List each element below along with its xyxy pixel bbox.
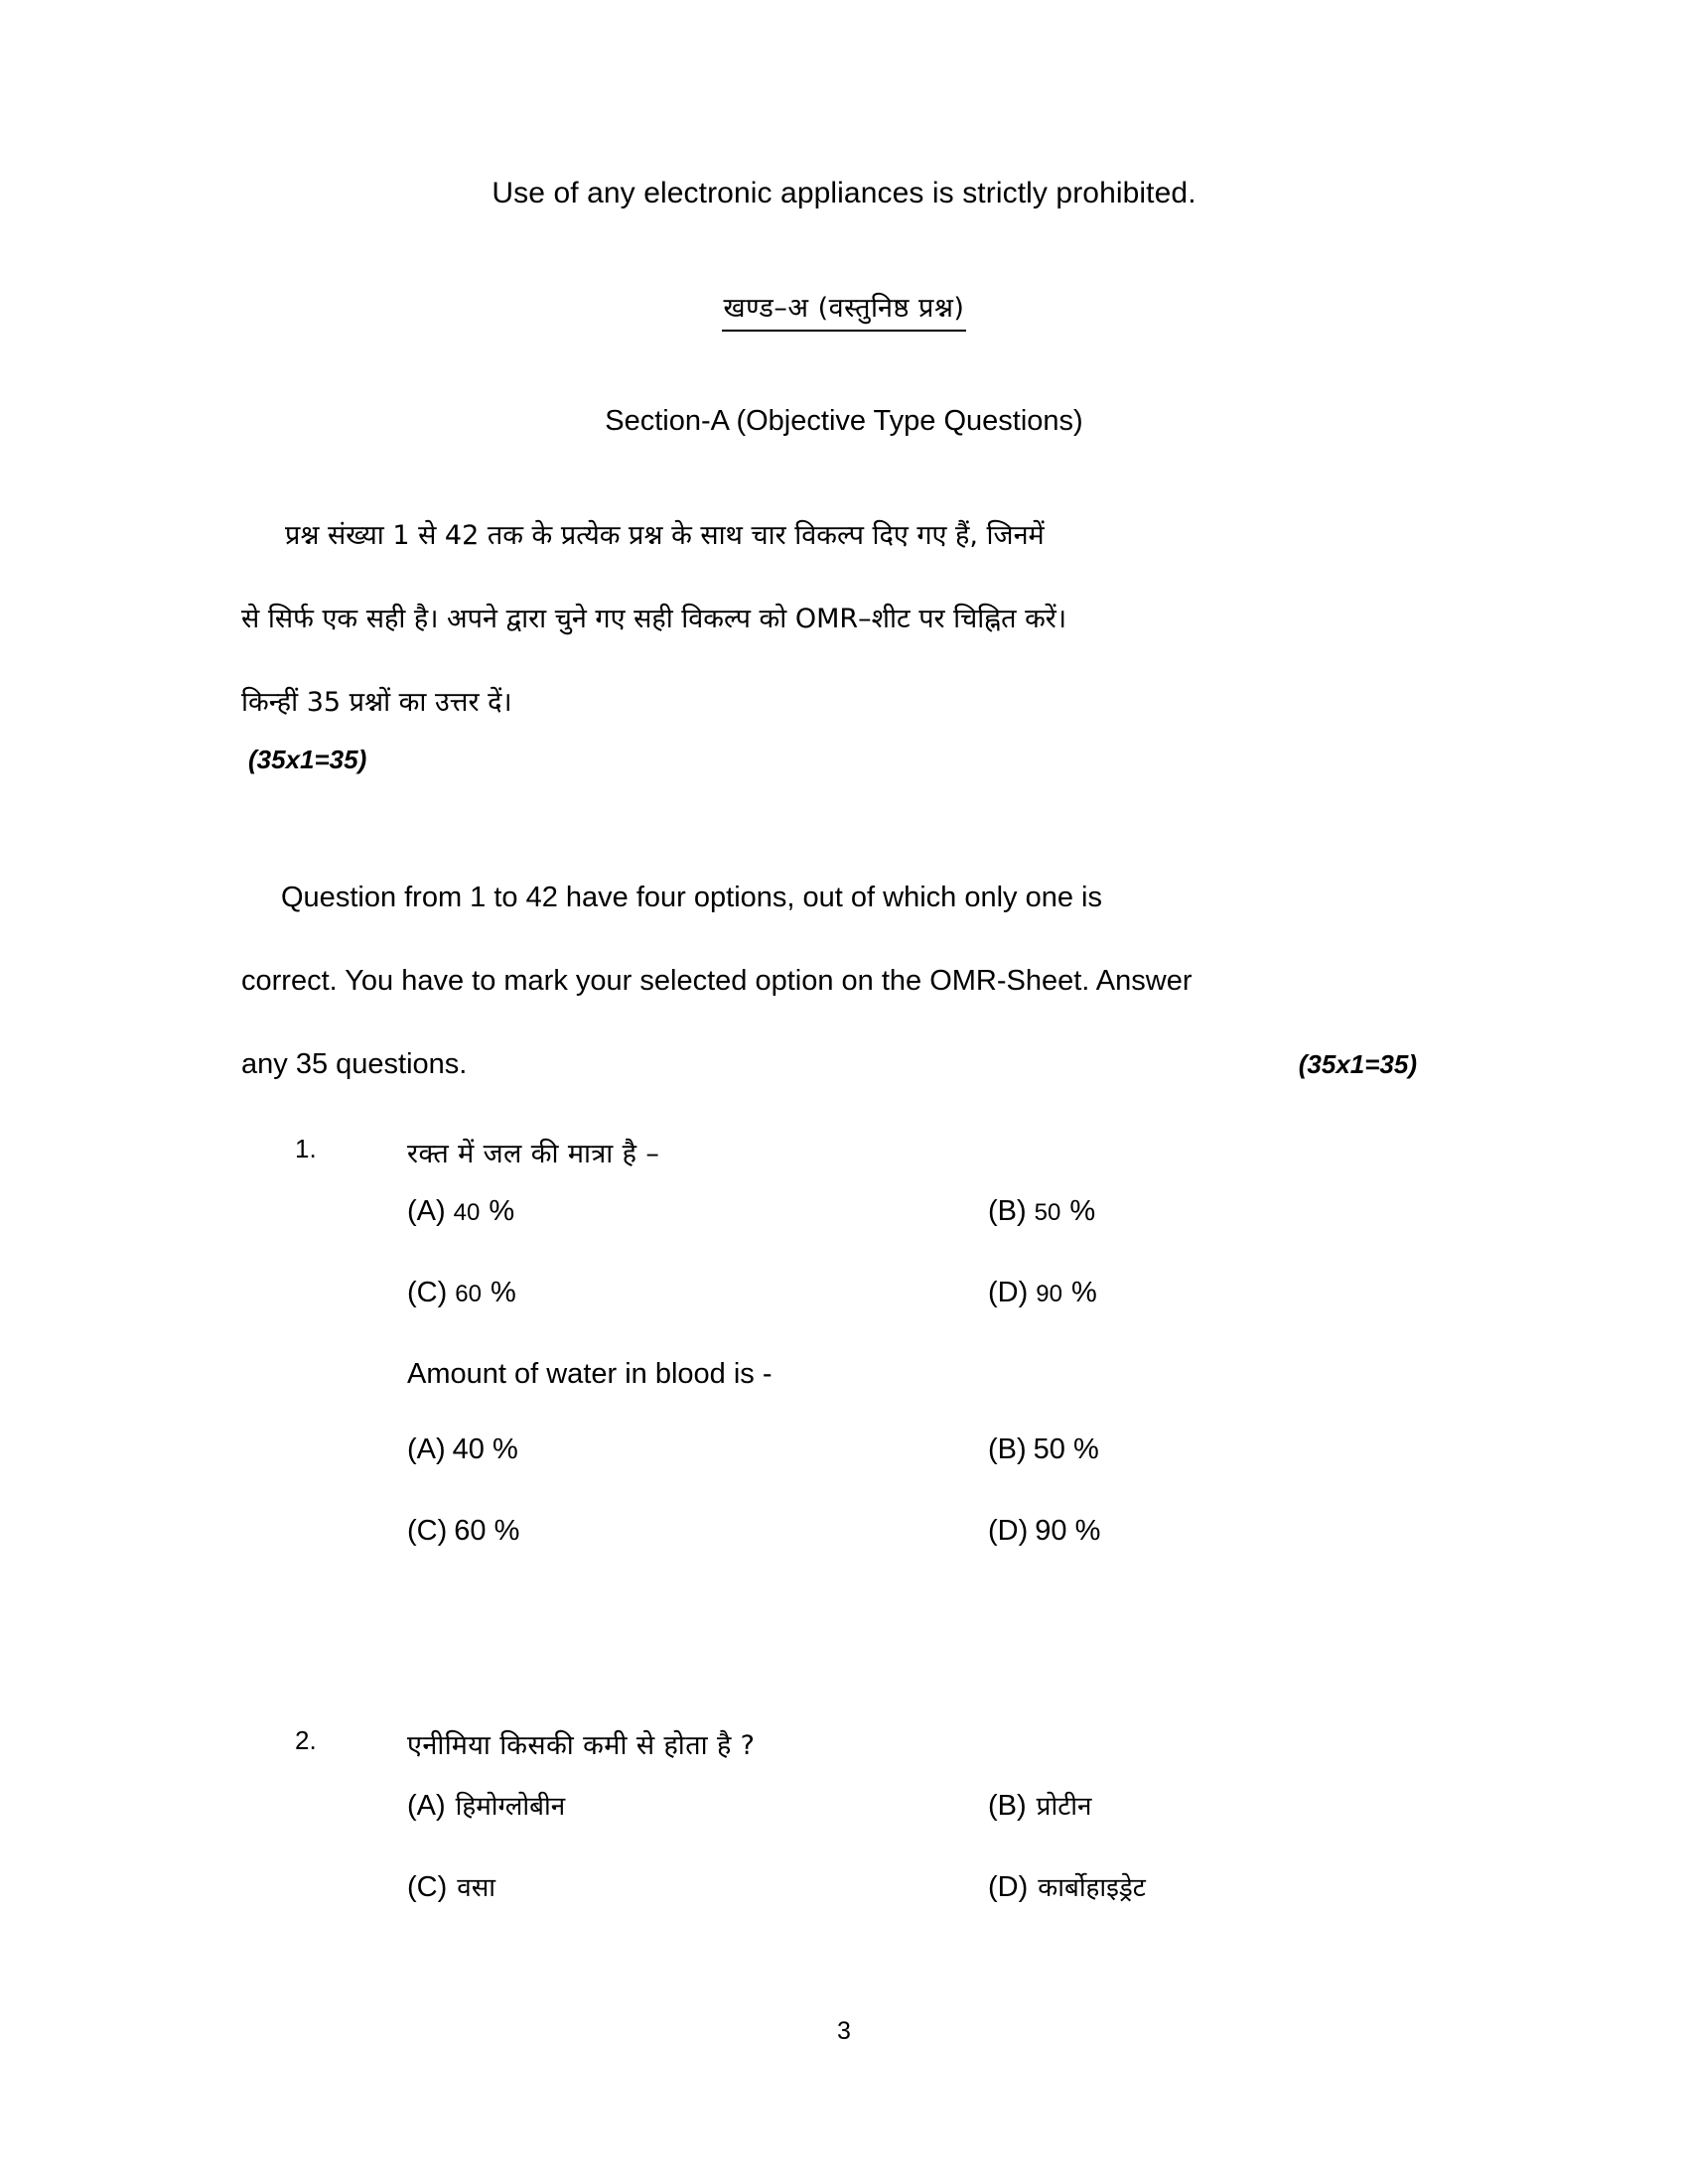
question-1-option-b-hindi[interactable]: [988, 1195, 1095, 1228]
option-value: 50 %: [1033, 1433, 1099, 1465]
option-label: (D): [988, 1515, 1029, 1547]
question-1-header: [0, 1134, 1688, 1195]
question-2-text-hindi: एनीमिया किसकी कमी से होता है ?: [407, 1730, 756, 1761]
question-1-text-hindi: रक्त में जल की मात्रा है –: [407, 1139, 660, 1169]
question-1-option-c-hindi[interactable]: [407, 1277, 516, 1309]
question-1-option-d-english[interactable]: [988, 1515, 1100, 1548]
question-2-header: [0, 1725, 1688, 1787]
question-1-option-a-english[interactable]: [407, 1433, 518, 1466]
percent-sign: %: [1070, 1277, 1097, 1308]
marks-english: (35x1=35): [1298, 1049, 1417, 1079]
option-label: (B): [988, 1433, 1027, 1465]
option-value: 60 %: [454, 1515, 520, 1547]
question-2: [0, 1725, 1688, 1950]
option-label: (D): [988, 1277, 1029, 1308]
option-value: हिमोग्लोबीन: [455, 1792, 566, 1822]
option-label: (C): [407, 1515, 448, 1547]
question-2-options-row-1: [0, 1787, 1688, 1868]
option-value: वसा: [457, 1873, 496, 1903]
page-number: 3: [837, 2017, 851, 2045]
section-heading-hindi-wrap: [0, 288, 1688, 332]
option-value: 40 %: [452, 1433, 518, 1465]
option-value: 50 %: [1034, 1195, 1096, 1227]
question-2-option-b[interactable]: [988, 1787, 1091, 1823]
question-1-text-english: Amount of water in blood is -: [407, 1358, 773, 1390]
option-label: (A): [407, 1790, 446, 1822]
option-value: 40 %: [453, 1195, 515, 1227]
question-1-option-a-hindi[interactable]: [407, 1195, 514, 1228]
option-label: (C): [407, 1277, 448, 1308]
option-value: 90 %: [1035, 1515, 1101, 1547]
question-2-options-row-2: [0, 1868, 1688, 1950]
question-2-option-d[interactable]: [988, 1868, 1146, 1904]
option-value: 90 %: [1036, 1277, 1097, 1308]
instructions-english: [241, 856, 1463, 1106]
option-label: (D): [988, 1871, 1029, 1903]
percent-sign: %: [490, 1277, 516, 1308]
option-value: 60 %: [455, 1277, 516, 1308]
section-heading-english: Section-A (Objective Type Questions): [605, 405, 1083, 437]
question-1-option-b-english[interactable]: [988, 1433, 1099, 1466]
question-1-hindi-options-row-1: [0, 1195, 1688, 1277]
option-label: (B): [988, 1195, 1027, 1227]
section-heading-hindi: खण्ड–अ (वस्तुनिष्ठ प्रश्न): [722, 288, 967, 332]
question-1-number: 1.: [295, 1134, 317, 1163]
instructions-hindi-line-2: से सिर्फ एक सही है। अपने द्वारा चुने गए सही विकल्प को OMR–शीट पर चिह्नित करें।: [241, 604, 1067, 634]
electronic-appliances-notice: Use of any electronic appliances is strictly prohibited.: [492, 177, 1196, 209]
question-1-english-options-row-2: [0, 1515, 1688, 1596]
percent-sign: %: [1069, 1195, 1096, 1227]
question-2-option-c[interactable]: [407, 1868, 495, 1904]
option-label: (A): [407, 1195, 446, 1227]
question-1-option-c-english[interactable]: [407, 1515, 519, 1548]
instructions-english-line-3: any 35 questions. (35x1=35): [241, 1023, 1463, 1106]
question-1-english-options-row-1: [0, 1433, 1688, 1515]
instructions-english-line-2: correct. You have to mark your selected option on the OMR-Sheet. Answer: [241, 965, 1193, 997]
percent-sign: %: [489, 1195, 515, 1227]
instructions-hindi-line-3: किन्हीं 35 प्रश्नों का उत्तर दें।: [241, 687, 512, 718]
instructions-hindi: [241, 494, 1463, 745]
option-value: कार्बोहाइड्रेट: [1038, 1873, 1146, 1903]
option-label: (B): [988, 1790, 1027, 1822]
question-1-option-d-hindi[interactable]: [988, 1277, 1097, 1309]
question-1-hindi-options-row-2: [0, 1277, 1688, 1358]
question-2-option-a[interactable]: [407, 1787, 565, 1823]
question-1: [0, 1134, 1688, 1596]
marks-hindi: (35x1=35): [248, 745, 367, 774]
question-1-english-header: [0, 1358, 1688, 1433]
question-2-number: 2.: [295, 1725, 317, 1755]
option-value: प्रोटीन: [1036, 1792, 1092, 1822]
instructions-english-line-1: Question from 1 to 42 have four options, out of which only one is: [281, 882, 1102, 913]
instructions-hindi-line-1: प्रश्न संख्या 1 से 42 तक के प्रत्येक प्रश्न के साथ चार विकल्प दिए गए हैं, जिनमें: [285, 520, 1045, 551]
option-label: (A): [407, 1433, 446, 1465]
option-label: (C): [407, 1871, 448, 1903]
